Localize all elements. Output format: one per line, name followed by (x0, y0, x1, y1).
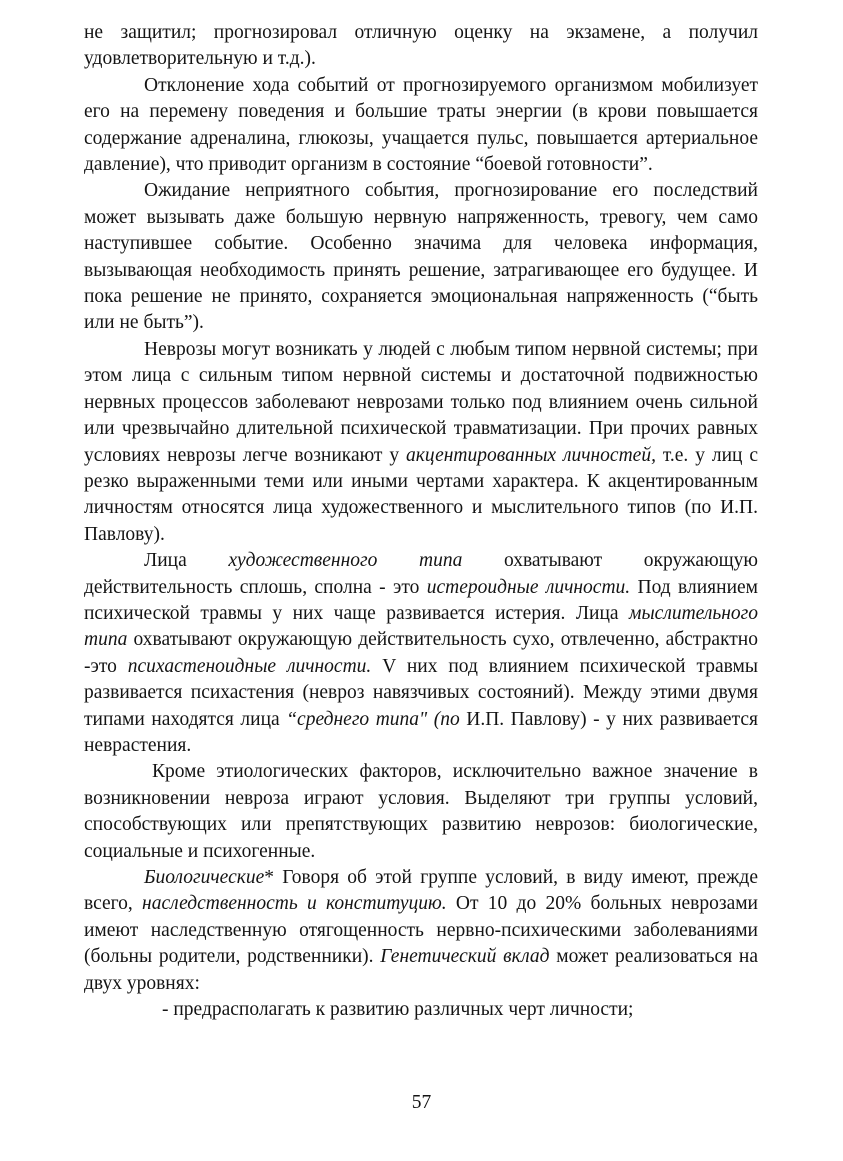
text-run: Под влиянием психической травмы у них чаще развивается истерия. Лица (84, 576, 759, 624)
italic-term: наследственность и конституцию. (142, 893, 447, 915)
italic-term: Генетический вклад (380, 946, 550, 968)
italic-term: “среднего типа" (по (286, 708, 460, 730)
paragraph-3: Ожидание неприятного события, прогнозирование его последствий может вызывать даже большую нервную напряженность, тревогу, чем само наступившее событие. Особенно значима для человека информация, вызывающая необходимость принять решение, затрагивающее его будущее. И пока решение не принято, сохраняется эмоциональная напряженность (“быть или не быть”). (84, 180, 758, 334)
italic-term: психастеноидные личности. (127, 655, 372, 677)
italic-term: Биологические (144, 867, 265, 888)
text-run: * Говоря об этой группе условий, в виду имеют, прежде всего, (84, 867, 758, 915)
text-run: От 10 до 20% больных неврозами имеют наследственную отягощенность нервно-психическими заболеваниями (больны родители, родственники). (84, 893, 758, 968)
text-run: может реализоваться на двух уровнях: (84, 946, 759, 994)
paragraph-2: Отклонение хода событий от прогнозируемого организмом мобилизует его на перемену поведения и большие траты энергии (в крови повышается содержание адреналина, глюкозы, учащается пульс, повышается артериальное давление), что приводит организм в состояние “боевой готовности”. (84, 74, 758, 176)
italic-term: мыслительного типа (84, 602, 758, 651)
paragraph-4 (84, 337, 758, 548)
paragraph-5 (84, 548, 758, 759)
paragraph-1: не защитил; прогнозировал отличную оценку на экзамене, а получил удовлетворительную и т.д.). (84, 22, 758, 70)
page-number: 57 (411, 1092, 432, 1113)
paragraph-6: Кроме этиологических факторов, исключительно важное значение в возникновении невроза играют условия. Выделяют три группы условий, способствующих или препятствующих развитию неврозов: биологические, социальные и психогенные. (84, 761, 758, 862)
italic-term: художественного типа (228, 550, 463, 572)
text-run: Неврозы могут возникать у людей с любым типом нервной системы; при этом лица с сильным типом нервной системы и достаточной подвижностью нервных процессов заболевают неврозами только под влиянием очень сильной или чрезвычайно длительной психической травматизации. При прочих равных условиях неврозы легче возникают у (84, 338, 758, 466)
text-run: т.е. у лиц с резко выраженными теми или иными чертами характера. К акцентированным личностям относятся лица художественного и мыслительного типов (по И.П. Павлову). (84, 444, 759, 545)
document-body (84, 20, 758, 1023)
text-run: охватывают окружающую действительность сплошь, сполна - это (84, 550, 758, 598)
text-run: V них под влиянием психической травмы развивается психастения (невроз навязчивых состояний). Между этими двумя типами находятся лица (84, 655, 758, 730)
text-run: И.П. Павлову) - у них развивается неврастения. (84, 708, 758, 756)
text-run: Лица (144, 550, 229, 572)
text-run: охватывают окружающую действительность сухо, отвлеченно, абстрактно -это (84, 629, 758, 677)
italic-term: истероидные личности. (426, 576, 631, 598)
italic-term: акцентированных личностей, (406, 444, 656, 466)
list-item: - предрасполагать к развитию различных черт личности; (162, 999, 634, 1021)
paragraph-7 (84, 865, 758, 997)
